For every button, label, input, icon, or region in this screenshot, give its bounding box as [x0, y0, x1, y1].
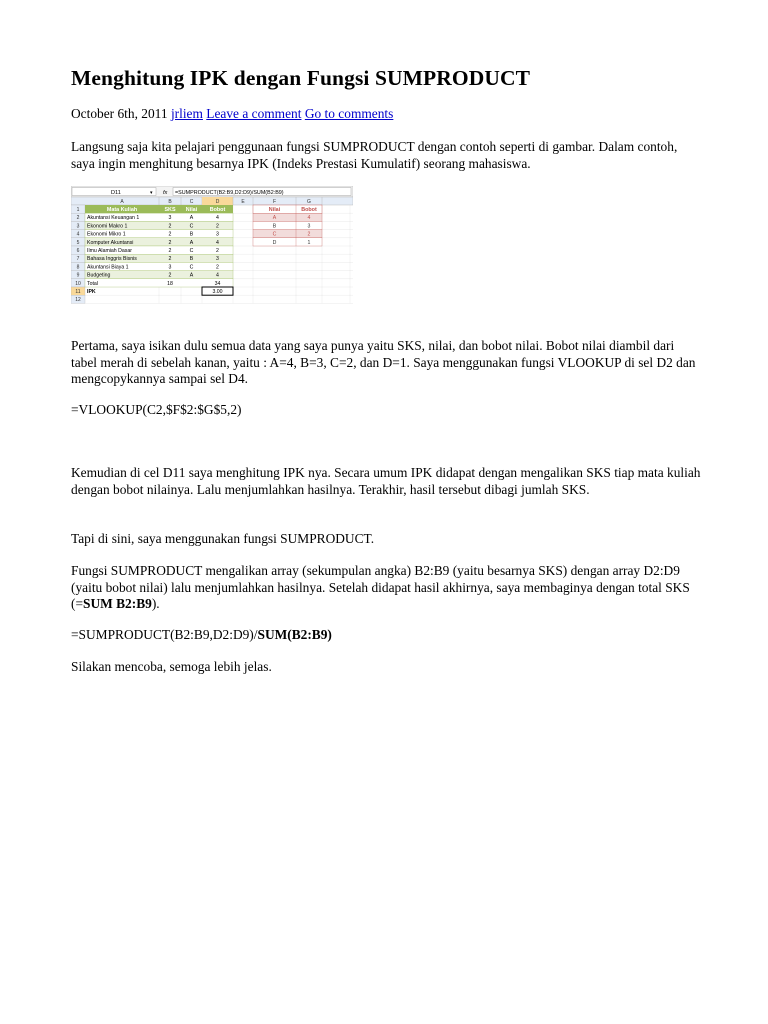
name-box-dropdown-icon: ▾	[150, 190, 153, 196]
table-cell: A	[189, 215, 194, 222]
author-link[interactable]: jrliem	[170, 106, 203, 121]
formula-sumproduct	[71, 627, 701, 644]
post-date: October 6th, 2011	[71, 106, 168, 121]
column-header-e: E	[241, 199, 245, 205]
intro-paragraph: Langsung saja kita pelajari penggunaan fungsi SUMPRODUCT dengan contoh seperti di gambar. Dalam contoh, saya ingin menghitung besarnya IPK (Indeks Prestasi Kumulatif) seorang mahasiswa.	[71, 139, 678, 171]
table-cell: 3	[216, 231, 219, 238]
page-title: Menghitung IPK dengan Fungsi SUMPRODUCT	[71, 66, 531, 90]
row-number: 7	[76, 256, 80, 263]
fx-icon: fx	[163, 190, 168, 196]
table-header-cell: SKS	[164, 207, 176, 213]
lookup-row	[253, 221, 322, 229]
table-cell: 2	[168, 248, 172, 254]
table-header-cell: Bobot	[209, 207, 226, 213]
total-label: Total	[87, 280, 98, 287]
lookup-cell: D	[272, 239, 277, 246]
formula-vlookup: =VLOOKUP(C2,$F$2:$G$5,2)	[71, 402, 242, 417]
column-header-f: F	[272, 199, 277, 205]
lookup-cell: B	[272, 223, 277, 230]
row-number: 9	[76, 272, 80, 279]
name-box-text: D11	[111, 190, 121, 196]
lookup-row	[253, 238, 322, 246]
formula-text: =SUMPRODUCT(B2:B9,D2:D9)/SUM(B2:B9)	[175, 190, 284, 196]
row-number: 2	[76, 215, 80, 222]
table-cell: 3	[168, 264, 172, 271]
table-cell: Akuntansi Biaya 1	[87, 264, 129, 271]
table-cell: 4	[216, 272, 219, 279]
paragraph-sumproduct-explain	[71, 563, 701, 613]
formula-bold-text: SUM(B2:B9)	[257, 627, 332, 642]
table-cell: C	[189, 248, 194, 254]
lookup-header-cell: Nilai	[268, 207, 281, 213]
table-cell: 3	[168, 215, 172, 222]
table-cell: Komputer Akuntansi	[87, 239, 134, 246]
table-cell: B	[189, 256, 194, 263]
table-cell: 2	[216, 248, 219, 254]
total-row	[85, 279, 233, 287]
lookup-cell: 4	[307, 215, 311, 222]
row-number: 12	[75, 297, 81, 304]
table-cell: 2	[168, 239, 172, 246]
lookup-cell: 2	[307, 231, 311, 238]
table-header-cell: Mata Kuliah	[106, 207, 138, 213]
table-cell: 3	[216, 256, 219, 263]
table-cell: 2	[168, 272, 172, 279]
total-cell: 18	[167, 280, 173, 287]
lookup-row	[253, 213, 322, 221]
column-header-g: G	[307, 199, 311, 205]
total-cell: 34	[214, 280, 221, 287]
table-cell: Budgeting	[87, 272, 111, 279]
paragraph-sumproduct-intro: Tapi di sini, saya menggunakan fungsi SUMPRODUCT.	[71, 531, 375, 546]
lookup-cell: A	[272, 215, 277, 222]
table-cell: Ilmu Alamiah Dasar	[87, 248, 132, 254]
column-header-b: B	[168, 199, 172, 205]
lookup-row	[253, 230, 322, 238]
table-cell: Akuntansi Keuangan 1	[87, 215, 140, 222]
table-cell: 4	[216, 239, 219, 246]
table-cell: 2	[168, 231, 172, 238]
table-cell: 2	[216, 223, 219, 230]
lookup-cell: C	[272, 231, 277, 238]
post-meta	[71, 106, 701, 123]
table-cell: C	[189, 223, 194, 230]
table-cell: Ekonomi Makro 1	[87, 223, 128, 230]
table-cell: 4	[216, 215, 219, 222]
paragraph-text: Fungsi SUMPRODUCT mengalikan array (sekumpulan angka) B2:B9 (yaitu besarnya SKS) dengan array D2:D9 (yaitu bobot nilai) lalu menjumlahkan hasilnya. Setelah didapat hasil akhirnya, saya membaginya dengan total SKS (=	[71, 563, 690, 611]
table-cell: 2	[168, 256, 172, 263]
row-number: 1	[76, 207, 80, 213]
table-cell: 2	[168, 223, 172, 230]
column-header-d: D	[215, 199, 220, 205]
formula-text: =SUMPRODUCT(B2:B9,D2:D9)/	[71, 627, 258, 642]
row-number: 4	[76, 231, 80, 238]
row-number: 5	[76, 239, 80, 246]
column-header-c: C	[189, 199, 194, 205]
column-header-a: A	[120, 199, 124, 205]
row-number: 3	[76, 223, 80, 230]
table-header-cell: Nilai	[185, 207, 198, 213]
table-cell: A	[189, 272, 194, 279]
paragraph-text-end: ).	[151, 596, 160, 611]
lookup-cell: 3	[307, 223, 311, 230]
closing-paragraph: Silakan mencoba, semoga lebih jelas.	[71, 659, 272, 674]
table-cell: 2	[216, 264, 219, 271]
ipk-cell: 3.00	[212, 289, 223, 295]
row-number: 11	[75, 289, 81, 295]
lookup-header-cell: Bobot	[301, 207, 317, 213]
bold-text: SUM B2:B9	[83, 596, 152, 611]
table-cell: C	[189, 264, 194, 271]
paragraph-vlookup: Pertama, saya isikan dulu semua data yang saya punya yaitu SKS, nilai, dan bobot nilai. Bobot nilai diambil dari tabel merah di sebelah kanan, yaitu : A=4, B=3, C=2, dan D=1. Saya menggunakan fungsi VLOOKUP di sel D2 dan mengcopykannya sampai sel D4.	[71, 338, 696, 386]
row-number: 8	[76, 264, 80, 271]
lookup-cell: 1	[307, 239, 311, 246]
table-cell: B	[189, 231, 194, 238]
go-to-comments-link[interactable]: Go to comments	[304, 106, 394, 121]
table-cell: Ekonomi Mikro 1	[87, 231, 126, 238]
row-number: 10	[75, 280, 81, 287]
spreadsheet-image	[71, 186, 353, 321]
ipk-label: IPK	[87, 289, 96, 295]
row-number: 6	[76, 248, 80, 254]
table-cell: A	[189, 239, 194, 246]
paragraph-ipk: Kemudian di cel D11 saya menghitung IPK nya. Secara umum IPK didapat dengan mengalikan SKS tiap mata kuliah dengan bobot nilainya. Lalu menjumlahkan hasilnya. Terakhir, hasil tersebut dibagi jumlah SKS.	[71, 465, 701, 497]
table-cell: Bahasa Inggris Bisnis	[87, 256, 137, 263]
leave-comment-link[interactable]: Leave a comment	[206, 106, 302, 121]
